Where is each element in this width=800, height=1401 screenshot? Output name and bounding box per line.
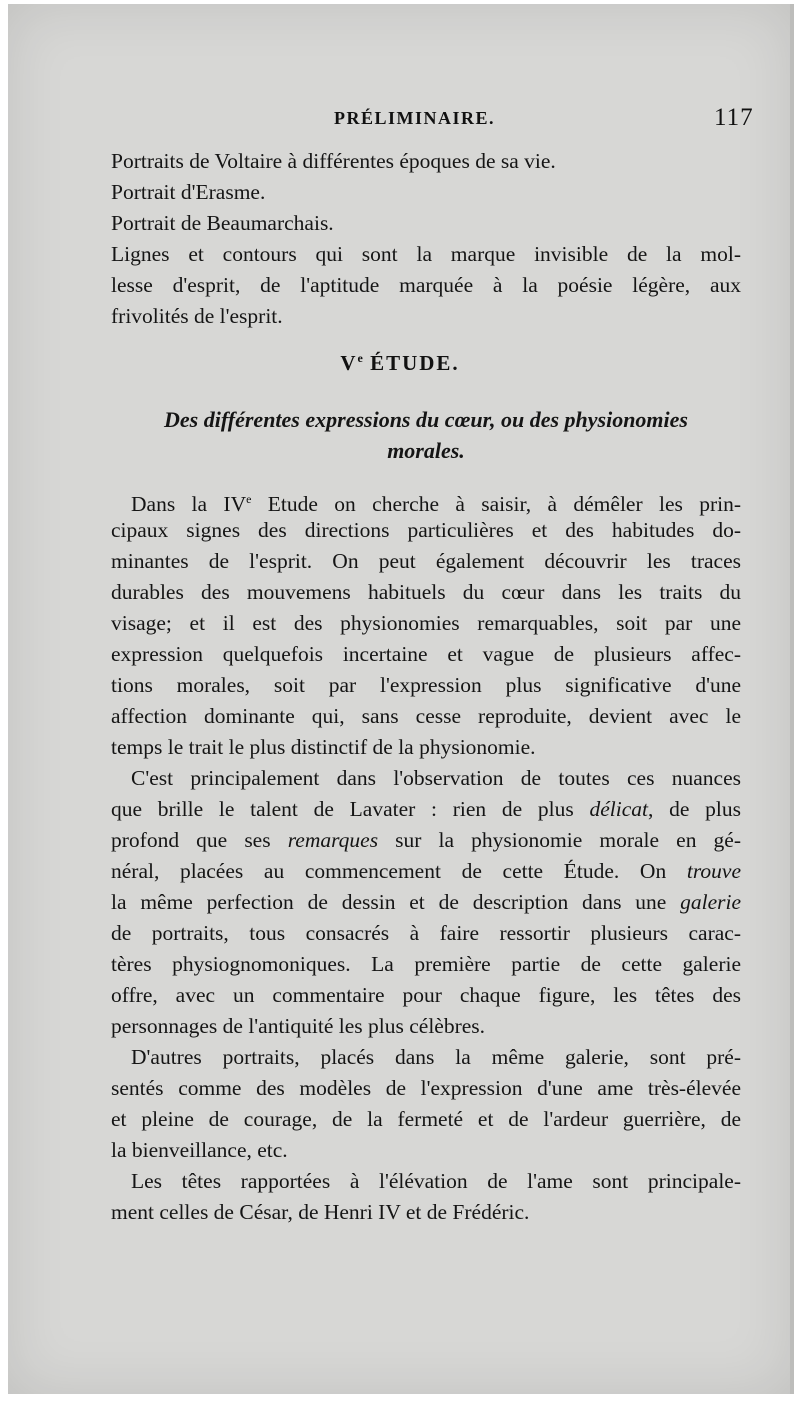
- paragraph-line: sentés comme des modèles de l'expression d'une ame très-élevée: [111, 1076, 741, 1100]
- list-item: Portrait de Beaumarchais.: [111, 211, 334, 235]
- paragraph-line: [111, 887, 741, 918]
- section-subtitle: [111, 404, 741, 466]
- running-title: PRÉLIMINAIRE.: [334, 108, 496, 128]
- paragraph-line: la bienveillance, etc.: [111, 1138, 288, 1162]
- paragraph-line: cipaux signes des directions particulières et des habitudes do-: [111, 518, 741, 542]
- italic-run: remarques: [287, 828, 379, 852]
- paragraph-line: tères physiognomoniques. La première partie de cette galerie: [111, 952, 741, 976]
- list-item: Portrait d'Erasme.: [111, 180, 266, 204]
- paragraph-line: frivolités de l'esprit.: [111, 304, 283, 328]
- paragraph-line: temps le trait le plus distinctif de la physionomie.: [111, 735, 536, 759]
- paragraph-line: Lignes et contours qui sont la marque invisible de la mol-: [111, 242, 741, 266]
- section-numeral-sup: e: [357, 351, 363, 365]
- paragraph-line: expression quelquefois incertaine et vague de plusieurs affec-: [111, 642, 741, 666]
- paragraph-line: D'autres portraits, placés dans la même galerie, sont pré-: [131, 1045, 741, 1069]
- body-text: [111, 484, 741, 1228]
- text-run: néral, placées au commencement de cette Étude. On: [111, 859, 687, 883]
- italic-run: galerie: [680, 890, 741, 914]
- paragraph-line: lesse d'esprit, de l'aptitude marquée à la poésie légère, aux: [111, 273, 741, 297]
- text-run: , de plus: [648, 797, 741, 821]
- portrait-list: [111, 146, 741, 332]
- text-run: Etude on cherche à saisir, à démêler les prin-: [251, 492, 742, 517]
- paragraph-line: tions morales, soit par l'expression plus significative d'une: [111, 673, 741, 697]
- paragraph-line: et pleine de courage, de la fermeté et de l'ardeur guerrière, de: [111, 1107, 741, 1131]
- text-run: profond que ses: [111, 828, 288, 852]
- paragraph-line: visage; et il est des physionomies remarquables, soit par une: [111, 611, 741, 635]
- text-run: la même perfection de dessin et de description dans une: [111, 890, 681, 914]
- page-number: 117: [714, 104, 754, 131]
- paragraph-line: personnages de l'antiquité les plus célèbres.: [111, 1014, 486, 1038]
- text-run: Dans la IV: [131, 492, 247, 517]
- paragraph-line: [111, 856, 741, 887]
- subtitle-line: morales.: [387, 438, 465, 463]
- list-item: Portraits de Voltaire à différentes époques de sa vie.: [111, 149, 556, 173]
- page-header: [0, 104, 800, 138]
- italic-run: délicat: [589, 797, 649, 821]
- paragraph-line: minantes de l'esprit. On peut également découvrir les traces: [111, 549, 741, 573]
- section-numeral: V: [340, 351, 358, 375]
- superscript: e: [246, 492, 252, 506]
- paragraph-line: affection dominante qui, sans cesse reproduite, devient avec le: [111, 704, 741, 728]
- section-heading: [0, 351, 800, 376]
- paragraph-line: de portraits, tous consacrés à faire ressortir plusieurs carac-: [111, 921, 741, 945]
- section-title: ÉTUDE.: [370, 351, 460, 375]
- paragraph-line: ment celles de César, de Henri IV et de Frédéric.: [111, 1200, 530, 1224]
- paragraph-line: C'est principalement dans l'observation de toutes ces nuances: [131, 766, 741, 790]
- text-run: sur la physionomie morale en gé-: [378, 828, 742, 852]
- page-edge: [790, 4, 794, 1394]
- paragraph-line: durables des mouvemens habituels du cœur dans les traits du: [111, 580, 741, 604]
- paragraph-line: [111, 484, 741, 515]
- text-run: que brille le talent de Lavater : rien de plus: [111, 797, 590, 821]
- italic-run: trouve: [686, 859, 741, 883]
- paragraph-line: offre, avec un commentaire pour chaque figure, les têtes des: [111, 983, 741, 1007]
- paragraph-line: [111, 794, 741, 825]
- subtitle-line: Des différentes expressions du cœur, ou des physionomies: [164, 407, 688, 432]
- paragraph-line: Les têtes rapportées à l'élévation de l'ame sont principale-: [131, 1169, 741, 1193]
- paragraph-line: [111, 825, 741, 856]
